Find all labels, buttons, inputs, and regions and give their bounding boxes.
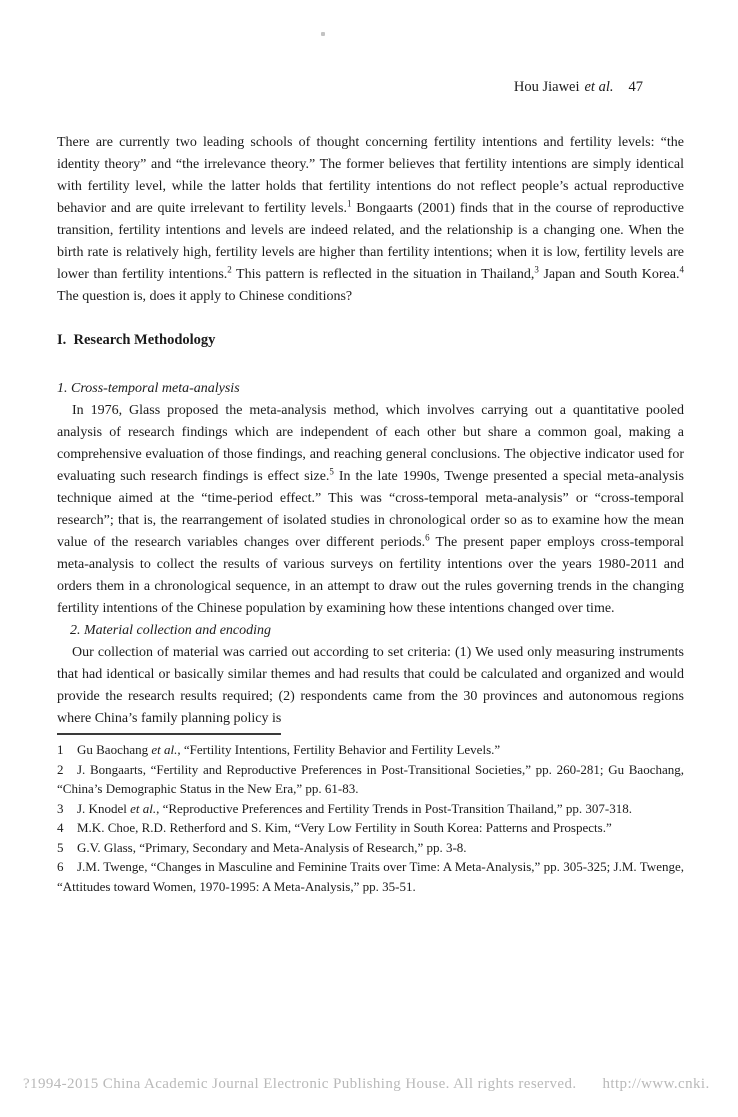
footnote-number: 3: [57, 800, 64, 816]
footnote: [57, 838, 684, 858]
footnote-number: 6: [57, 859, 64, 874]
scan-artifact: [321, 32, 325, 36]
meta-analysis-paragraph: In 1976, Glass proposed the meta-analysis method, which involves carrying out a quantitative pooled analysis of research findings which are independent of each other but share a common goal, making a comprehensive evaluation of those findings, and reaching general conclusions. The objective indicator used for evaluating such research findings is effect size.$^5$ In the late 1990s, Twenge presented a special meta-analysis technique aimed at the “time-period effect.” This was “cross-temporal meta-analysis” or “cross-temporal research”; that is, the rearrangement of isolated studies in chronological order so as to examine how the mean value of the research variables changes over different periods.$^6$ The present paper employs cross-temporal meta-analysis to collect the results of various surveys on fertility intentions over the years 1980-2011 and orders them in a chronological sequence, in an attempt to draw out the rules governing trends in the changing fertility intentions of the Chinese population by examining how these intentions changed over time.: [57, 403, 684, 616]
footnote: [57, 818, 684, 838]
section-heading: I. Research Methodology: [57, 332, 216, 348]
footnote-text: J. Knodel et al., “Reproductive Preferences and Fertility Trends in Post-Transition Thailand,” pp. 307-318.: [77, 800, 632, 816]
subsection-2-title: 2. Material collection and encoding: [70, 623, 272, 638]
footnote-text: G.V. Glass, “Primary, Secondary and Meta-Analysis of Research,” pp. 3-8.: [77, 839, 467, 855]
watermark-url: http://www.cnki.: [602, 1076, 710, 1092]
watermark-copyright: ?1994-2015 China Academic Journal Electronic Publishing House. All rights reserved.: [23, 1076, 577, 1092]
subsection-1-title: 1. Cross-temporal meta-analysis: [57, 381, 240, 396]
footnote: [57, 740, 684, 760]
footnote: [57, 799, 684, 819]
footnote: [57, 857, 684, 896]
running-head: [514, 78, 643, 96]
footnotes-section: [57, 740, 684, 896]
footnote-number: 1: [57, 742, 64, 757]
material-paragraph: Our collection of material was carried out according to set criteria: (1) We used only measuring instruments that had identical or basically similar themes and had results that could be calculated and organized and would provide the research results required; (2) respondents came from the 30 provinces and autonomous regions where China’s family planning policy is: [57, 645, 684, 726]
watermark: [23, 1076, 710, 1093]
running-head-author: Hou Jiawei: [513, 79, 580, 95]
footnote-text: Gu Baochang et al., “Fertility Intentions, Fertility Behavior and Fertility Levels.”: [77, 742, 501, 757]
footnote-text: J.M. Twenge, “Changes in Masculine and Feminine Traits over Time: A Meta-Analysis,” pp. 305-325; J.M. Twenge, “Attitudes toward Women, 1970-1995: A Meta-Analysis,” pp. 35-51.: [57, 859, 684, 894]
intro-paragraph: There are currently two leading schools of thought concerning fertility intentions and fertility levels: “the identity theory” and “the irrelevance theory.” The former believes that fertility intentions are simply identical with fertility level, while the latter holds that fertility intentions do not reflect people’s actual reproductive behavior and are quite irrelevant to fertility levels.$^1$ Bongaarts (2001) finds that in the course of reproductive transition, fertility intentions and levels are indeed related, and the relationship is a changing one. When the birth rate is relatively high, fertility levels are higher than fertility intentions; when it is low, fertility levels are lower than fertility intentions.$^2$ This pattern is reflected in the situation in Thailand,$^3$ Japan and South Korea.$^4$ The question is, does it apply to Chinese conditions?: [57, 135, 684, 304]
footnote-separator: [57, 733, 281, 735]
running-head-etal: et al.: [584, 79, 614, 95]
footnote-number: 5: [57, 839, 64, 855]
footnote-number: 2: [57, 761, 64, 777]
footnote-text: M.K. Choe, R.D. Retherford and S. Kim, “Very Low Fertility in South Korea: Patterns and Prospects.”: [77, 820, 612, 835]
footnote-text: J. Bongaarts, “Fertility and Reproductive Preferences in Post-Transitional Societies,” pp. 260-281; Gu Baochang, “China’s Demographic Status in the New Era,” pp. 61-83.: [57, 761, 684, 796]
page-number: 47: [628, 79, 643, 95]
footnote: [57, 760, 684, 799]
page-body: [57, 132, 684, 896]
footnote-number: 4: [57, 820, 64, 835]
